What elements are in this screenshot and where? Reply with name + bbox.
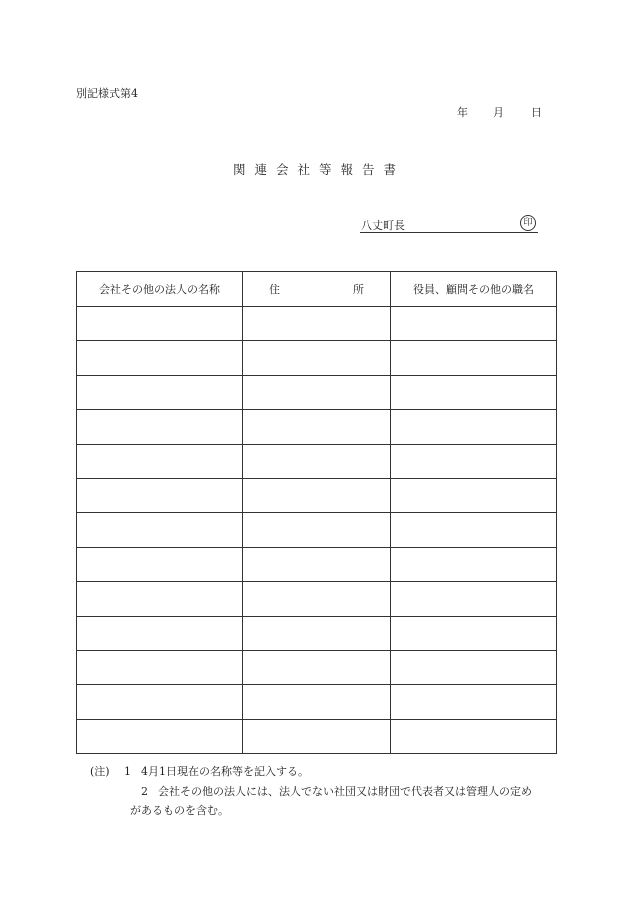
address-cell[interactable]: [243, 685, 391, 719]
company-name-cell[interactable]: [77, 478, 243, 512]
position-cell[interactable]: [391, 410, 557, 444]
table-row: [77, 341, 557, 375]
table-row: [77, 410, 557, 444]
addressee-line: [360, 216, 538, 233]
note-number: 2: [141, 784, 148, 798]
position-cell[interactable]: [391, 547, 557, 581]
address-cell[interactable]: [243, 307, 391, 341]
note-text: 会社その他の法人には、法人でない社団又は財団で代表者又は管理人の定め: [158, 784, 532, 798]
company-name-cell[interactable]: [77, 650, 243, 684]
company-name-cell[interactable]: [77, 513, 243, 547]
column-header-address-part2: 所: [353, 283, 364, 296]
date-line: [457, 104, 542, 120]
address-cell[interactable]: [243, 719, 391, 753]
seal-stamp-icon: 印: [520, 215, 536, 231]
table-row: [77, 513, 557, 547]
address-cell[interactable]: [243, 410, 391, 444]
column-header-company-name: 会社その他の法人の名称: [77, 272, 243, 307]
address-cell[interactable]: [243, 650, 391, 684]
company-name-cell[interactable]: [77, 410, 243, 444]
note-text: 4月1日現在の名称等を記入する。: [141, 765, 309, 778]
table-row: [77, 650, 557, 684]
address-cell[interactable]: [243, 616, 391, 650]
note-item: [90, 762, 532, 782]
address-cell[interactable]: [243, 478, 391, 512]
position-cell[interactable]: [391, 582, 557, 616]
column-header-position: 役員、顧問その他の職名: [391, 272, 557, 307]
form-number: 別記様式第4: [76, 87, 138, 100]
address-cell[interactable]: [243, 582, 391, 616]
note-item: [90, 782, 532, 802]
position-cell[interactable]: [391, 307, 557, 341]
address-cell[interactable]: [243, 513, 391, 547]
table-row: [77, 444, 557, 478]
date-month-label: 月: [493, 106, 504, 119]
company-name-cell[interactable]: [77, 582, 243, 616]
table-row: [77, 547, 557, 581]
address-cell[interactable]: [243, 341, 391, 375]
related-company-table: [76, 271, 557, 754]
address-cell[interactable]: [243, 375, 391, 409]
note-continuation: があるものを含む。: [130, 804, 229, 817]
column-header-address: [243, 272, 391, 307]
company-name-cell[interactable]: [77, 444, 243, 478]
note-number: 1: [124, 765, 131, 778]
position-cell[interactable]: [391, 650, 557, 684]
address-cell[interactable]: [243, 444, 391, 478]
column-header-address-part1: 住: [269, 283, 280, 296]
table-row: [77, 478, 557, 512]
position-cell[interactable]: [391, 685, 557, 719]
company-name-cell[interactable]: [77, 616, 243, 650]
position-cell[interactable]: [391, 513, 557, 547]
table-row: [77, 719, 557, 753]
notes-label: (注): [90, 765, 110, 778]
position-cell[interactable]: [391, 444, 557, 478]
position-cell[interactable]: [391, 719, 557, 753]
table-row: [77, 616, 557, 650]
company-name-cell[interactable]: [77, 719, 243, 753]
table-row: [77, 685, 557, 719]
date-year-label: 年: [457, 106, 468, 119]
table-header-row: [77, 272, 557, 307]
company-name-cell[interactable]: [77, 341, 243, 375]
table-row: [77, 307, 557, 341]
addressee-name: 八丈町長: [361, 219, 405, 232]
position-cell[interactable]: [391, 616, 557, 650]
company-name-cell[interactable]: [77, 685, 243, 719]
date-day-label: 日: [531, 106, 542, 119]
table-row: [77, 582, 557, 616]
table-body: [77, 307, 557, 754]
notes-section: [90, 762, 532, 821]
document-title: 関連会社等報告書: [232, 162, 405, 177]
company-name-cell[interactable]: [77, 547, 243, 581]
company-name-cell[interactable]: [77, 307, 243, 341]
table-row: [77, 375, 557, 409]
company-name-cell[interactable]: [77, 375, 243, 409]
address-cell[interactable]: [243, 547, 391, 581]
position-cell[interactable]: [391, 375, 557, 409]
position-cell[interactable]: [391, 341, 557, 375]
position-cell[interactable]: [391, 478, 557, 512]
